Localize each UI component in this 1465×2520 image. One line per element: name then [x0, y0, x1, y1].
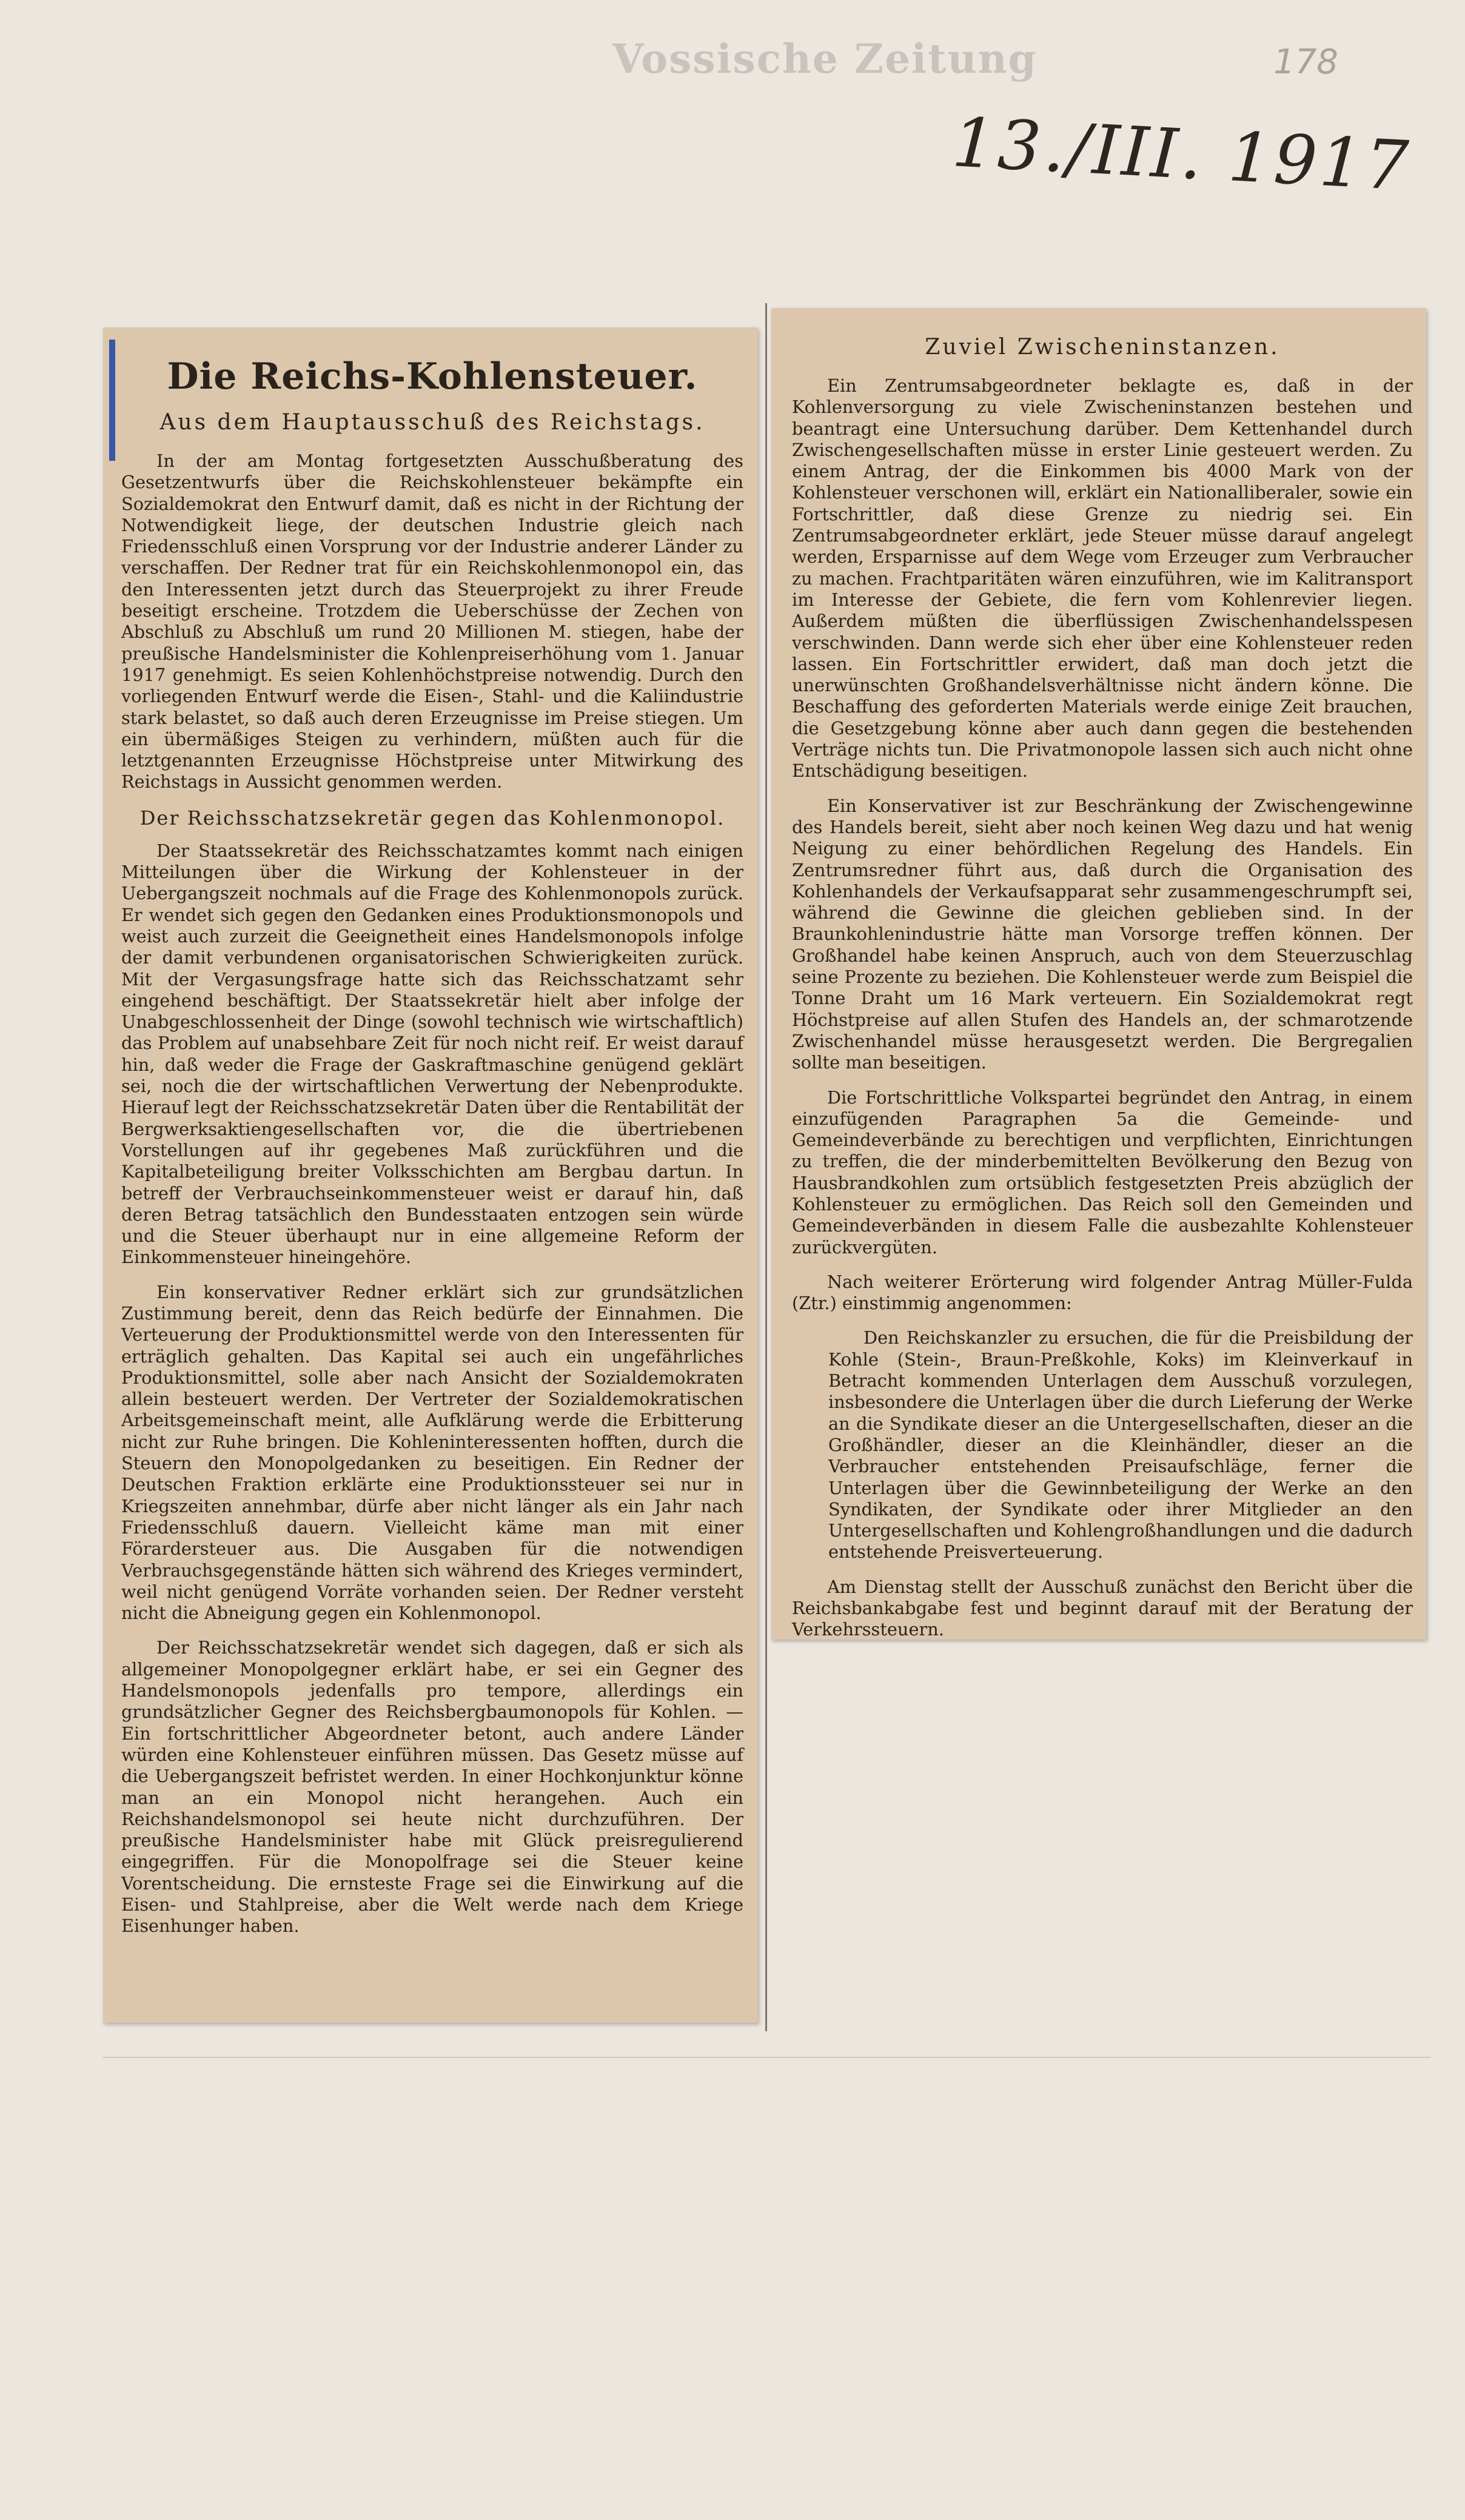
section-heading: Zuviel Zwischeninstanzen.: [925, 335, 1280, 360]
blue-pencil-mark: [109, 340, 115, 461]
paragraph: Der Reichsschatzsekretär wendet sich dagegen, daß er sich als allgemeiner Monopolgegner erklärt habe, er sei ein Gegner des Handelsmonopols jedenfalls pro tempore, allerdings ein grundsätzlicher Gegner des Reichsbergbaumonopols für Kohlen. — Ein fortschrittlicher Abgeordneter betont, auch andere Länder würden eine Kohlensteuer einführen müssen. Das Gesetz müsse auf die Uebergangszeit befristet werden. In einer Hochkonjunktur könne man an ein Monopol nicht herangehen. Auch ein Reichshandelsmonopol sei heute nicht durchzuführen. Der preußische Handelsminister habe mit Glück preisregulierend eingegriffen. Für die Monopolfrage sei die Steuer keine Vorentscheidung. Die ernsteste Frage sei die Einwirkung auf die Eisen- und Stahlpreise, aber die Welt werde nach dem Kriege Eisenhunger haben.: [121, 1637, 743, 1937]
paragraph: Die Fortschrittliche Volkspartei begründet den Antrag, in einem einzufügenden Paragraphen 5a die Gemeinde- und Gemeindeverbände zu berechtigen und verpflichten, Einrichtungen zu treffen, die der minderbemittelten Bevölkerung den Bezug von Hausbrandkohlen zum ortsüblich festgesetzten Preis abzüglich der Kohlensteuer zu ermöglichen. Das Reich soll den Gemeinden und Gemeindeverbänden in diesem Falle die ausbezahlte Kohlensteuer zurückvergüten.: [792, 1087, 1413, 1258]
newspaper-stamp: Vossische Zeitung: [612, 35, 1038, 82]
archive-number: 178: [1273, 42, 1338, 82]
clipping-right-column: [771, 308, 1426, 1640]
motion-quote: Den Reichskanzler zu ersuchen, die für die Preisbildung der Kohle (Stein-, Braun-Preßkohle, Koks) im Kleinverkauf in Betracht kommenden Unterlagen dem Ausschuß vorzulegen, insbesondere die Unterlagen über die durch Lieferung der Werke an die Syndikate dieser an die Untergesellschaften, dieser an die Großhändler, dieser an die Kleinhändler, dieser an die Verbraucher entstehenden Preisaufschläge, ferner die Unterlagen über die Gewinnbeteiligung der Werke an den Syndikaten, der Syndikate oder ihrer Mitglieder an den Untergesellschaften und Kohlengroßhandlungen und die dadurch entstehende Preisverteuerung.: [828, 1327, 1413, 1563]
section-heading: Der Reichsschatzsekretär gegen das Kohlenmonopol.: [139, 806, 725, 829]
paragraph: In der am Montag fortgesetzten Ausschußberatung des Gesetzentwurfs über die Reichskohlensteuer bekämpfte ein Sozialdemokrat den Entwurf damit, daß es nicht in der Richtung der Notwendigkeit liege, der deutschen Industrie gleich nach Friedensschluß einen Vorsprung vor der Industrie anderer Länder zu verschaffen. Der Redner trat für ein Reichskohlenmonopol ein, das den Interessenten jetzt durch das Steuerprojekt zu ihrer Freude beseitigt erscheine. Trotzdem die Ueberschüsse der Zechen von Abschluß zu Abschluß um rund 20 Millionen M. stiegen, habe der preußische Handelsminister die Kohlenpreiserhöhung vom 1. Januar 1917 genehmigt. Es seien Kohlenhöchstpreise notwendig. Durch den vorliegenden Entwurf werde die Eisen-, Stahl- und die Kaliindustrie stark belastet, so daß auch deren Erzeugnisse im Preise stiegen. Um ein übermäßiges Steigen zu verhindern, müßten auch für die letztgenannten Erzeugnisse Höchstpreise unter Mitwirkung des Reichstags in Aussicht genommen werden.: [121, 451, 743, 793]
handwritten-date: 13./III. 1917: [950, 103, 1413, 206]
paragraph: Am Dienstag stellt der Ausschuß zunächst den Bericht über die Reichsbankabgabe fest und beginnt darauf mit der Beratung der Verkehrssteuern.: [792, 1576, 1413, 1640]
paragraph: Ein Zentrumsabgeordneter beklagte es, daß in der Kohlenversorgung zu viele Zwischeninstanzen bestehen und beantragt eine Untersuchung darüber. Dem Kettenhandel durch Zwischengesellschaften müsse in erster Linie gesteuert werden. Zu einem Antrag, der die Einkommen bis 4000 Mark von der Kohlensteuer verschonen will, erklärt ein Nationalliberaler, sowie ein Fortschrittler, daß diese Grenze zu niedrig sei. Ein Zentrumsabgeordneter erklärt, jede Steuer müsse darauf angelegt werden, Ersparnisse auf dem Wege vom Erzeuger zum Verbraucher zu machen. Frachtparitäten wären einzuführen, wie im Kalitransport im Interesse der Gebiete, die fern vom Kohlenrevier liegen. Außerdem müßten die überflüssigen Zwischenhandelsspesen verschwinden. Dann werde sich eher über eine Kohlensteuer reden lassen. Ein Fortschrittler erwidert, daß man doch jetzt die unerwünschten Großhandelsverhältnisse nicht ändern könne. Die Beschaffung des geforderten Materials werde einige Zeit brauchen, die Gesetzgebung könne aber auch dann gegen die bestehenden Verträge nichts tun. Die Privatmonopole lassen sich auch nicht ohne Entschädigung beseitigen.: [792, 375, 1413, 782]
paragraph: Ein Konservativer ist zur Beschränkung der Zwischengewinne des Handels bereit, sieht aber noch keinen Weg dazu und hat wenig Neigung zu einer behördlichen Regelung des Handels. Ein Zentrumsredner führt aus, daß durch die Organisation des Kohlenhandels der Verkaufsapparat sehr zusammengeschrumpft sei, während die Gewinne die gleichen geblieben sind. In der Braunkohlenindustrie hätte man Vorsorge treffen können. Der Großhandel habe keinen Anspruch, auch von dem Steuerzuschlag seine Prozente zu beziehen. Die Kohlensteuer werde zum Beispiel die Tonne Draht um 16 Mark verteuern. Ein Sozialdemokrat regt Höchstpreise auf allen Stufen des Handels an, der schmarotzende Zwischenhandel müsse herausgesetzt werden. Die Bergregalien sollte man beseitigen.: [792, 795, 1413, 1073]
column-divider: [765, 303, 767, 2031]
sheet-fold-line: [103, 2057, 1431, 2058]
paragraph: Der Staatssekretär des Reichsschatzamtes kommt nach einigen Mitteilungen über die Wirkung der Kohlensteuer in der Uebergangszeit nochmals auf die Frage des Kohlenmonopols zurück. Er wendet sich gegen den Gedanken eines Produktionsmonopols und weist auch zurzeit die Geeignetheit eines Handelsmonopols infolge der damit verbundenen organisatorischen Schwierigkeiten zurück. Mit der Vergasungsfrage hatte sich das Reichsschatzamt sehr eingehend beschäftigt. Der Staatssekretär hielt aber infolge der Unabgeschlossenheit der Dinge (sowohl technisch wie wirtschaftlich) das Problem auf unabsehbare Zeit für noch nicht reif. Er weist darauf hin, daß weder die Frage der Gaskraftmaschine genügend geklärt sei, noch die der wirtschaftlichen Verwertung der Nebenprodukte. Hierauf legt der Reichsschatzsekretär Daten über die Rentabilität der Bergwerksaktiengesellschaften vor, die die übertriebenen Vorstellungen auf ihr gegebenes Maß zurückführen und die Kapitalbeteiligung breiter Volksschichten am Bergbau dartun. In betreff der Verbrauchseinkommensteuer weist er darauf hin, daß deren Betrag tatsächlich den Bundesstaaten entzogen sein würde und die Steuer überhaupt nur in eine allgemeine Reform der Einkommensteuer hineingehöre.: [121, 840, 743, 1268]
article-subtitle: Aus dem Hauptausschuß des Reichstags.: [159, 410, 705, 435]
paragraph: Ein konservativer Redner erklärt sich zur grundsätzlichen Zustimmung bereit, denn das Reich bedürfe der Einnahmen. Die Verteuerung der Produktionsmittel werde von den Interessenten für erträglich gehalten. Das Kapital sei auch ein ungefährliches Produktionsmittel, solle aber nach Ansicht der Sozialdemokraten allein besteuert werden. Der Vertreter der Sozialdemokratischen Arbeitsgemeinschaft meint, alle Aufklärung werde die Erbitterung nicht zur Ruhe bringen. Die Kohleninteressenten hofften, durch die Steuern den Monopolgedanken zu beseitigen. Ein Redner der Deutschen Fraktion erklärte eine Produktionssteuer sei nur in Kriegszeiten annehmbar, dürfe aber nicht länger als ein Jahr nach Friedensschluß dauern. Vielleicht käme man mit einer Förardersteuer aus. Die Ausgaben für die notwendigen Verbrauchsgegenstände hätten sich während des Krieges vermindert, weil nicht genügend Vorräte vorhanden seien. Der Redner versteht nicht die Abneigung gegen ein Kohlenmonopol.: [121, 1281, 743, 1624]
paragraph: Nach weiterer Erörterung wird folgender Antrag Müller-Fulda (Ztr.) einstimmig angenommen:: [792, 1271, 1413, 1314]
clipping-left-column: [103, 327, 758, 2023]
article-title: Die Reichs-Kohlensteuer.: [167, 355, 698, 398]
